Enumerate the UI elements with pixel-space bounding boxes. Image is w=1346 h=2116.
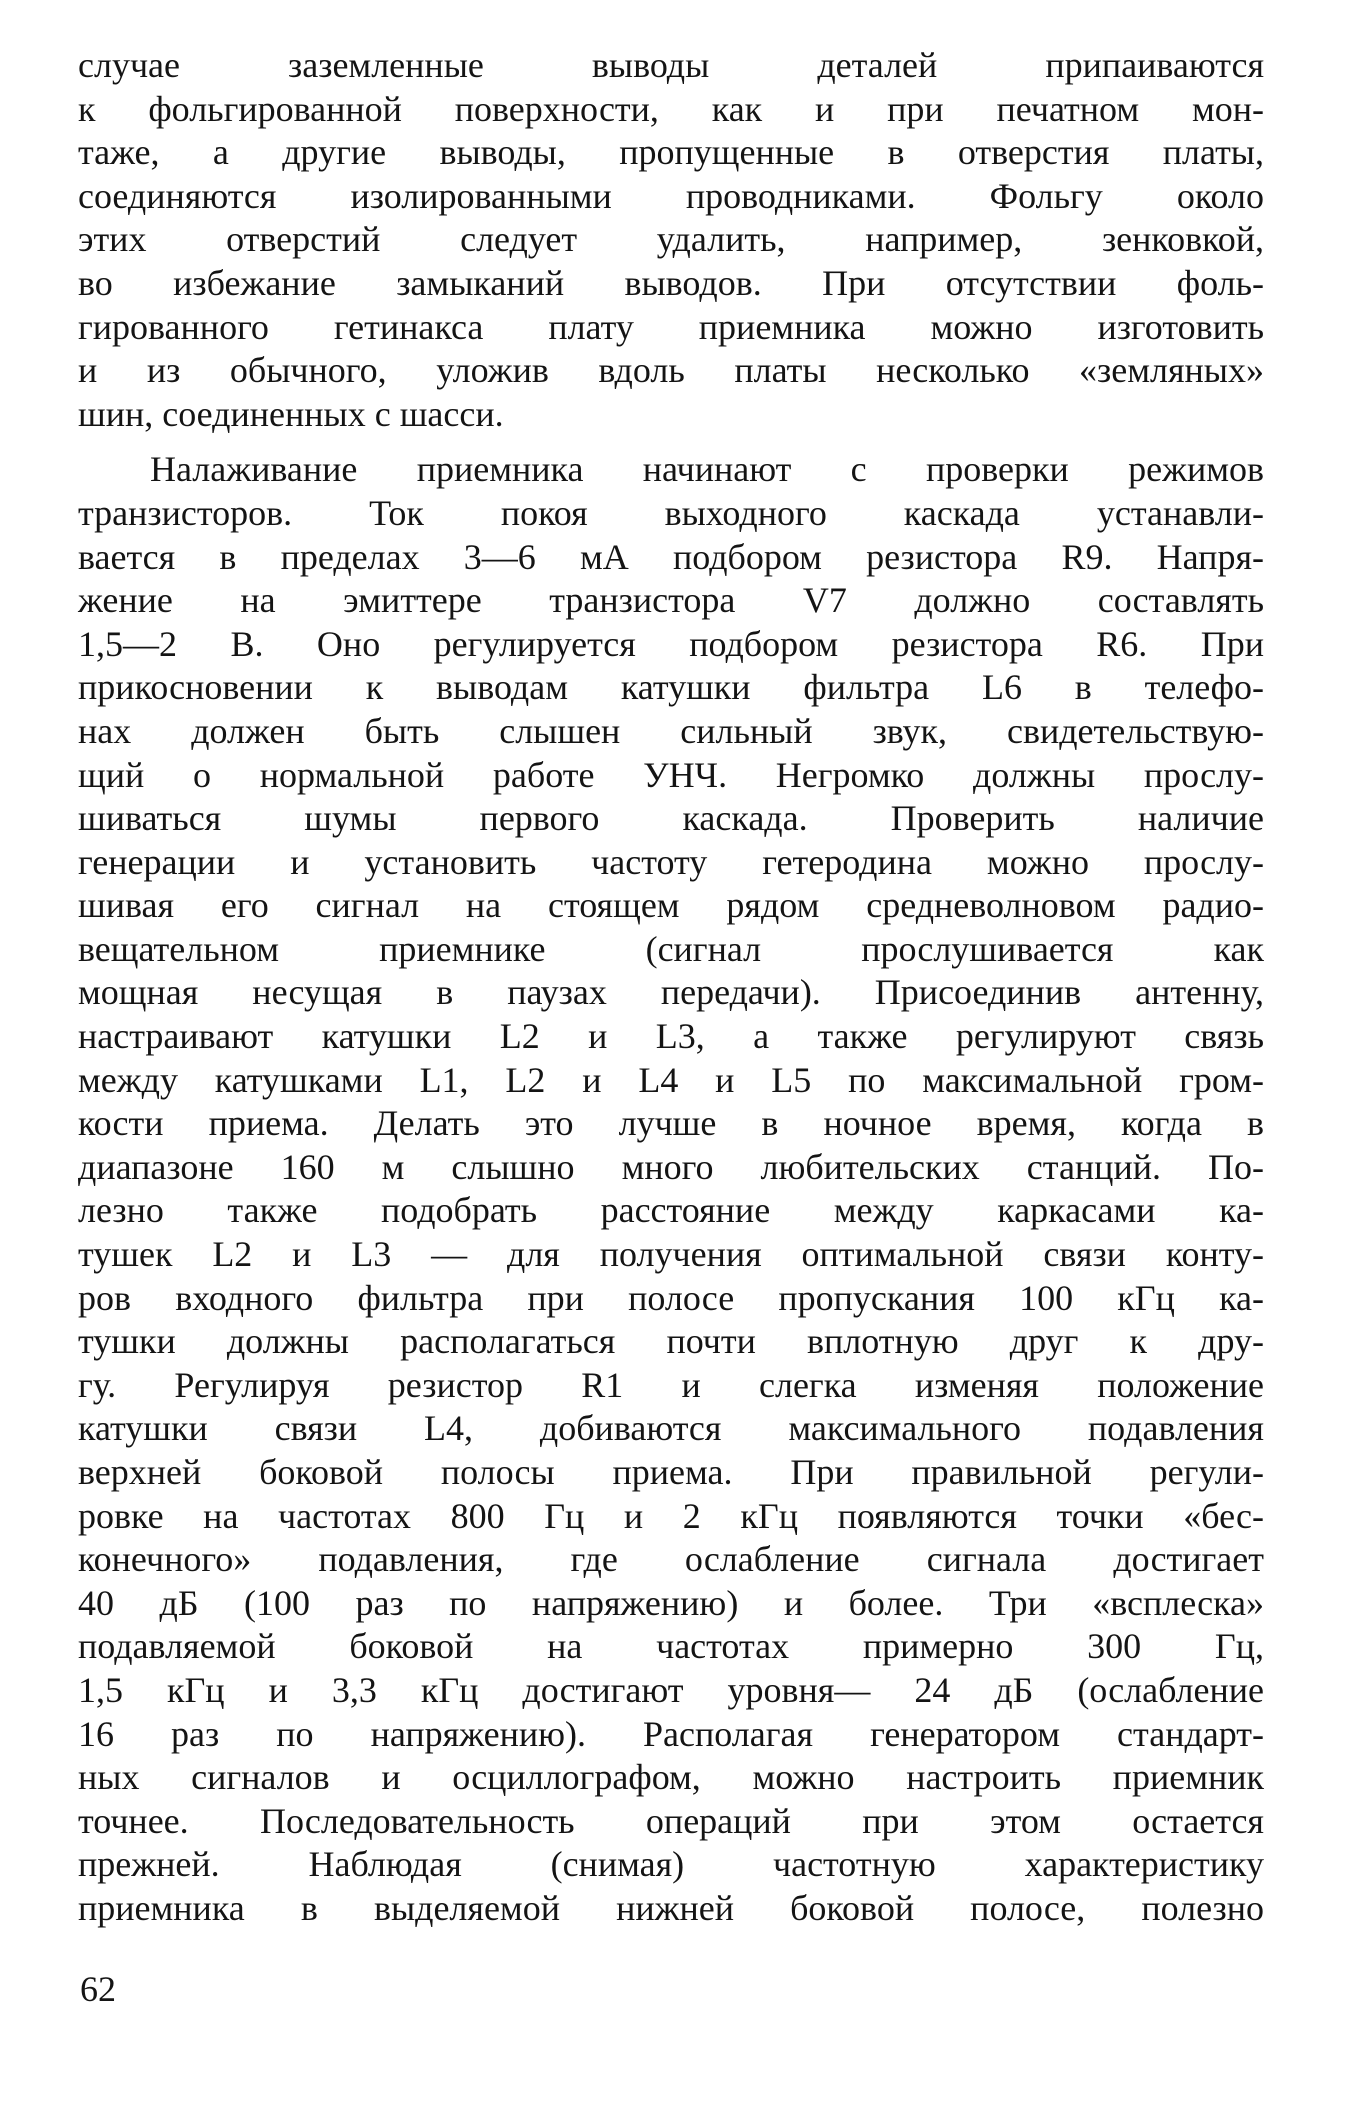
text-line: гу. Регулируя резистор R1 и слегка изменяя положение (78, 1364, 1264, 1405)
text-line: конечного» подавления, где ослабление сигнала достигает (78, 1539, 1264, 1580)
text-line: щий о нормальной работе УНЧ. Негромко должны прослу- (78, 754, 1264, 795)
text-line: тушек L2 и L3 — для получения оптимальной связи конту- (78, 1234, 1264, 1275)
text-line: нах должен быть слышен сильный звук, свидетельствую- (78, 710, 1264, 751)
text-line: кости приема. Делать это лучше в ночное время, когда в (78, 1103, 1264, 1144)
text-line: транзисторов. Ток покоя выходного каскада устанавли- (78, 492, 1264, 533)
text-line: вается в пределах 3—6 мА подбором резистора R9. Напря- (78, 536, 1264, 577)
paragraph-1 (78, 44, 1264, 436)
text-line: верхней боковой полосы приема. При правильной регули- (78, 1452, 1264, 1492)
text-line: этих отверстий следует удалить, например, зенковкой, (78, 219, 1264, 260)
text-line: 16 раз по напряжению). Располагая генератором стандарт- (78, 1713, 1264, 1754)
text-line: диапазоне 160 м слышно много любительских станций. По- (78, 1146, 1264, 1187)
text-line: Налаживание приемника начинают с проверки режимов (150, 449, 1264, 490)
text-line: настраивают катушки L2 и L3, а также регулируют связь (78, 1016, 1264, 1057)
text-line: к фольгированной поверхности, как и при печатном мон- (78, 88, 1264, 129)
text-line: мощная несущая в паузах передачи). Присоединив антенну, (78, 972, 1264, 1013)
page-body (78, 44, 1264, 1931)
text-line: точнее. Последовательность операций при этом остается (78, 1800, 1264, 1841)
text-line: прикосновении к выводам катушки фильтра L6 в телефо- (78, 667, 1264, 708)
text-line: ровке на частотах 800 Гц и 2 кГц появляются точки «бес- (78, 1495, 1264, 1536)
text-line: шиваться шумы первого каскада. Проверить наличие (78, 798, 1264, 839)
text-line: шивая его сигнал на стоящем рядом средневолновом радио- (78, 885, 1264, 926)
text-line: таже, а другие выводы, пропущенные в отверстия платы, (78, 132, 1264, 173)
text-line: 1,5—2 В. Оно регулируется подбором резистора R6. При (78, 623, 1264, 664)
text-line: шин, соединенных с шасси. (78, 393, 504, 434)
text-line: и из обычного, уложив вдоль платы несколько «земляных» (78, 350, 1264, 391)
text-line: гированного гетинакса плату приемника можно изготовить (78, 306, 1264, 347)
text-line: тушки должны располагаться почти вплотную друг к дру- (78, 1321, 1264, 1362)
text-line: жение на эмиттере транзистора V7 должно составлять (78, 580, 1264, 621)
text-line: ных сигналов и осциллографом, можно настроить приемник (78, 1757, 1264, 1798)
text-line: лезно также подобрать расстояние между каркасами ка- (78, 1190, 1264, 1231)
text-line: 40 дБ (100 раз по напряжению) и более. Три «всплеска» (78, 1582, 1264, 1623)
text-line: во избежание замыканий выводов. При отсутствии фоль- (78, 262, 1264, 303)
text-line: ров входного фильтра при полосе пропускания 100 кГц ка- (78, 1277, 1264, 1318)
text-line: вещательном приемнике (сигнал прослушивается как (78, 928, 1264, 969)
text-line: 1,5 кГц и 3,3 кГц достигают уровня— 24 дБ (ослабление (78, 1669, 1264, 1710)
text-line: генерации и установить частоту гетеродина можно прослу- (78, 841, 1264, 882)
text-line: приемника в выделяемой нижней боковой полосе, полезно (78, 1887, 1264, 1928)
text-line: соединяются изолированными проводниками. Фольгу около (78, 175, 1264, 216)
text-line: катушки связи L4, добиваются максимального подавления (78, 1408, 1264, 1449)
paragraph-gap (78, 436, 1264, 448)
text-line: случае заземленные выводы деталей припаиваются (78, 45, 1264, 85)
text-line: прежней. Наблюдая (снимая) частотную характеристику (78, 1844, 1264, 1885)
paragraph-2 (78, 448, 1264, 1930)
text-line: подавляемой боковой на частотах примерно 300 Гц, (78, 1626, 1264, 1667)
text-line: между катушками L1, L2 и L4 и L5 по максимальной гром- (78, 1059, 1264, 1100)
page-number: 62 (80, 1969, 116, 2009)
